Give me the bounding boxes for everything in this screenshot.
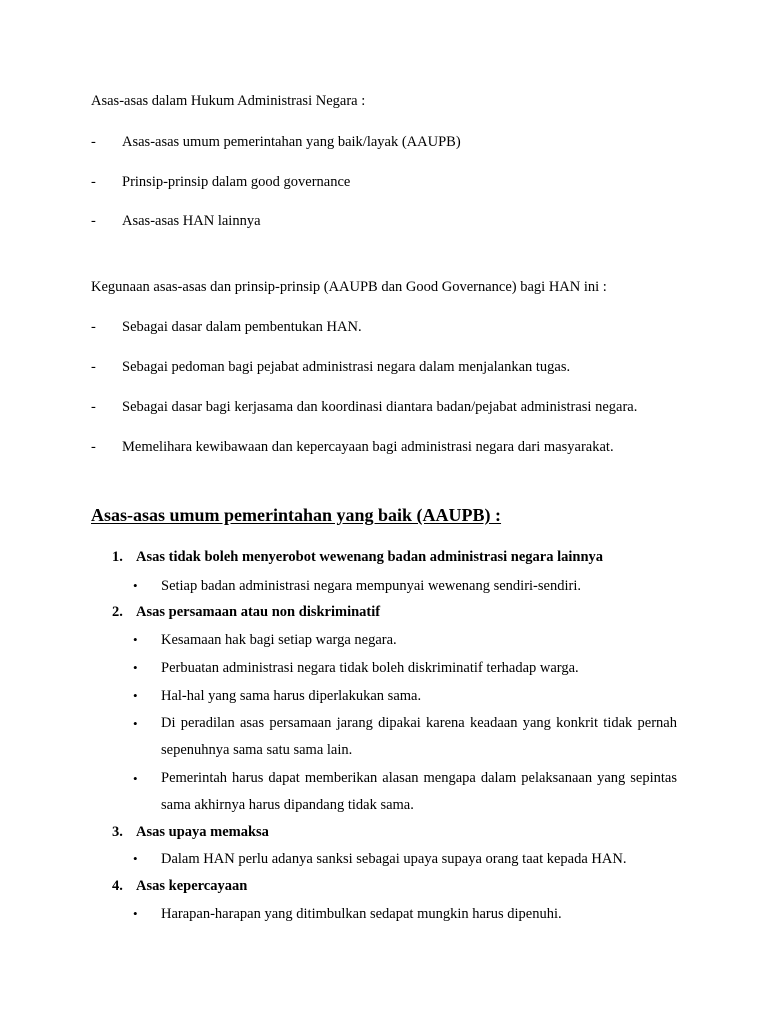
usage-item-text: Memelihara kewibawaan dan kepercayaan bagi administrasi negara dari masyarakat.: [122, 439, 614, 455]
point-text: Perbuatan administrasi negara tidak boleh diskriminatif terhadap warga.: [161, 660, 579, 676]
bullet-marker: •: [133, 851, 138, 866]
intro-title: Asas-asas dalam Hukum Administrasi Negara :: [91, 93, 366, 109]
intro-item-text: Asas-asas HAN lainnya: [122, 213, 261, 229]
principle-title-text: Asas upaya memaksa: [136, 824, 269, 840]
bullet-marker: •: [133, 578, 138, 593]
principle-title-text: Asas tidak boleh menyerobot wewenang badan administrasi negara lainnya: [136, 549, 604, 565]
bullet-marker: •: [133, 688, 138, 703]
principle-title: [112, 604, 380, 621]
point-text: Pemerintah harus dapat memberikan alasan mengapa dalam pelaksanaan yang sepintas sama akhirnya harus dipandang tidak sama.: [161, 770, 677, 813]
dash-marker: -: [91, 359, 96, 375]
point-text: Setiap badan administrasi negara mempunyai wewenang sendiri-sendiri.: [161, 578, 581, 594]
dash-marker: -: [91, 174, 96, 190]
principle-title: [112, 824, 269, 841]
intro-item-text: Asas-asas umum pemerintahan yang baik/layak (AAUPB): [122, 134, 461, 150]
point-text: Hal-hal yang sama harus diperlakukan sama.: [161, 688, 422, 704]
dash-marker: -: [91, 439, 96, 455]
principle-number: 3.: [112, 824, 123, 840]
bullet-marker: •: [133, 906, 138, 921]
bullet-marker: •: [133, 716, 138, 731]
intro-item-text: Prinsip-prinsip dalam good governance: [122, 174, 351, 190]
dash-marker: -: [91, 213, 96, 229]
principle-number: 2.: [112, 604, 123, 620]
dash-marker: -: [91, 399, 96, 415]
usage-item-text: Sebagai dasar dalam pembentukan HAN.: [122, 319, 362, 335]
principle-number: 4.: [112, 878, 123, 894]
usage-title: Kegunaan asas-asas dan prinsip-prinsip (AAUPB dan Good Governance) bagi HAN ini :: [91, 279, 607, 295]
principle-title-text: Asas persamaan atau non diskriminatif: [136, 604, 381, 620]
principle-title: [112, 878, 247, 895]
principle-title: [112, 549, 603, 566]
point-text: Kesamaan hak bagi setiap warga negara.: [161, 632, 397, 648]
bullet-marker: •: [133, 632, 138, 647]
bullet-marker: •: [133, 771, 138, 786]
principle-number: 1.: [112, 549, 123, 565]
dash-marker: -: [91, 319, 96, 335]
bullet-marker: •: [133, 660, 138, 675]
aaupb-heading: Asas-asas umum pemerintahan yang baik (AAUPB) :: [91, 505, 502, 525]
usage-item-text: Sebagai pedoman bagi pejabat administrasi negara dalam menjalankan tugas.: [122, 359, 571, 375]
usage-item-text: Sebagai dasar bagi kerjasama dan koordinasi diantara badan/pejabat administrasi negara.: [122, 399, 638, 415]
point-text: Di peradilan asas persamaan jarang dipakai karena keadaan yang konkrit tidak pernah sepenuhnya sama satu sama lain.: [161, 715, 677, 758]
point-text: Dalam HAN perlu adanya sanksi sebagai upaya supaya orang taat kepada HAN.: [161, 851, 627, 867]
point-text: Harapan-harapan yang ditimbulkan sedapat mungkin harus dipenuhi.: [161, 906, 562, 922]
dash-marker: -: [91, 134, 96, 150]
principle-title-text: Asas kepercayaan: [136, 878, 248, 894]
